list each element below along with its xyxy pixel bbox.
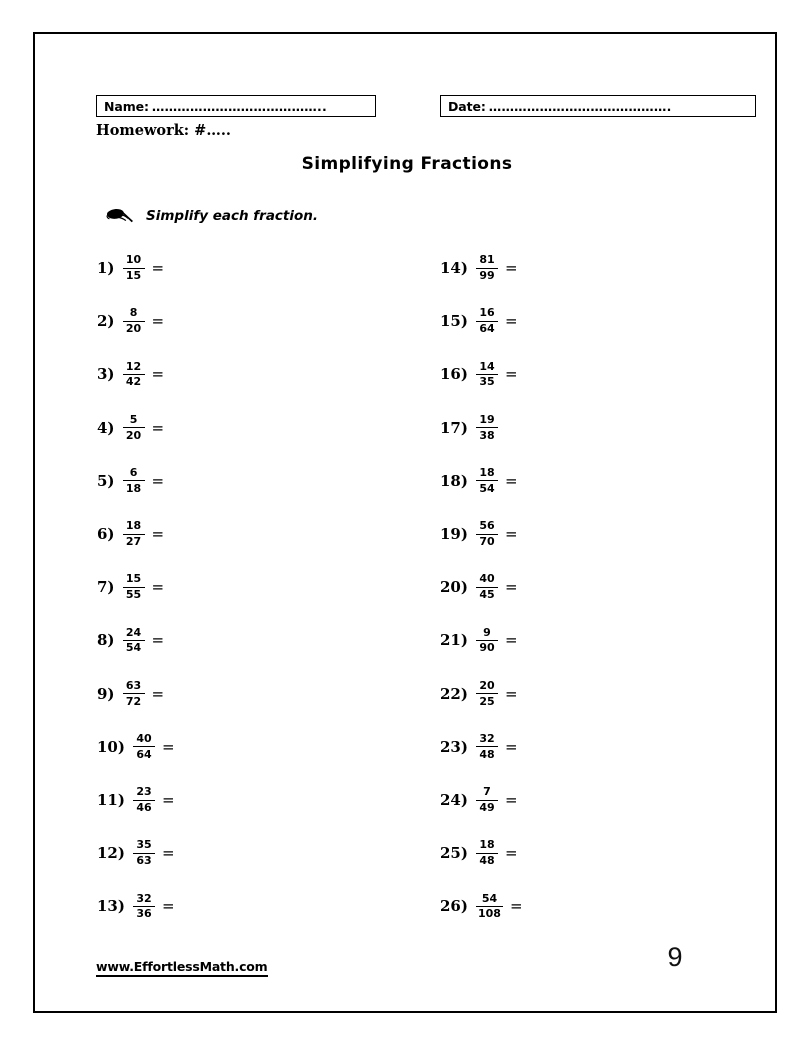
website-link[interactable]: www.EffortlessMath.com: [96, 959, 268, 977]
fraction-denominator: 108: [477, 907, 501, 921]
fraction-denominator: 64: [136, 747, 152, 761]
instruction-row: [105, 204, 318, 228]
problem-number: 3): [97, 365, 115, 384]
fraction: [123, 361, 145, 389]
fraction-denominator: 42: [125, 375, 142, 389]
problem-item[interactable]: [440, 459, 518, 503]
fraction-numerator: 19: [479, 412, 495, 426]
problem-number: 24): [440, 791, 468, 809]
equals-sign: =: [161, 897, 175, 916]
problem-item[interactable]: [97, 512, 164, 556]
fraction-numerator: 5: [129, 412, 138, 426]
fraction-denominator: 55: [125, 588, 142, 602]
fraction-denominator: 48: [479, 747, 495, 761]
equals-sign: =: [151, 259, 165, 277]
fraction-denominator: 15: [125, 269, 142, 282]
fraction-denominator: 54: [125, 641, 142, 655]
equals-sign: =: [504, 631, 518, 650]
fraction: [133, 733, 155, 761]
fraction-denominator: 90: [479, 641, 495, 655]
fraction-denominator: 25: [479, 694, 495, 708]
fraction: [123, 307, 145, 335]
problem-number: 16): [440, 365, 468, 384]
problem-item[interactable]: [440, 672, 518, 716]
problem-item[interactable]: [97, 778, 175, 822]
fraction-numerator: 10: [125, 253, 142, 267]
equals-sign: =: [151, 471, 165, 490]
problem-number: 11): [97, 791, 125, 809]
equals-sign: =: [151, 365, 165, 384]
fraction-denominator: 35: [479, 375, 495, 389]
equals-sign: =: [504, 312, 518, 331]
homework-number-field[interactable]: Homework: #…..: [96, 122, 231, 139]
problem-item[interactable]: [97, 352, 164, 396]
equals-sign: =: [504, 578, 518, 597]
fraction: [476, 680, 498, 708]
fraction-numerator: 18: [479, 465, 495, 479]
fraction-numerator: 63: [125, 678, 142, 692]
equals-sign: =: [161, 844, 175, 863]
fraction-numerator: 32: [479, 731, 495, 745]
problem-item[interactable]: [440, 618, 518, 662]
problem-item[interactable]: [440, 565, 518, 609]
fraction-numerator: 7: [483, 785, 491, 799]
problem-item[interactable]: [440, 725, 518, 769]
fraction: [123, 467, 145, 495]
date-blank-line: …………………………………….: [488, 98, 672, 114]
problem-item[interactable]: [440, 406, 505, 450]
problem-number: 23): [440, 737, 468, 756]
problem-item[interactable]: [97, 246, 164, 290]
equals-sign: =: [504, 844, 518, 863]
equals-sign: =: [161, 791, 175, 809]
fraction-denominator: 63: [136, 854, 152, 868]
date-field[interactable]: [440, 95, 756, 117]
fraction-numerator: 32: [136, 891, 152, 905]
problem-item[interactable]: [440, 778, 518, 822]
fraction: [123, 254, 145, 282]
problem-number: 2): [97, 312, 115, 331]
fraction: [123, 680, 145, 708]
equals-sign: =: [151, 418, 165, 437]
date-label: Date:: [448, 98, 486, 114]
fraction-bar: [123, 427, 145, 428]
page-title: Simplifying Fractions: [301, 154, 513, 174]
name-field[interactable]: [96, 95, 376, 117]
problem-item[interactable]: [440, 831, 518, 875]
fraction-denominator: 20: [125, 322, 142, 336]
equals-sign: =: [151, 312, 165, 331]
problem-item[interactable]: [97, 884, 175, 928]
fraction-denominator: 72: [125, 694, 142, 708]
fraction-numerator: 35: [136, 838, 152, 852]
fraction-numerator: 16: [479, 306, 495, 320]
problem-number: 22): [440, 684, 468, 703]
equals-sign: =: [504, 791, 518, 809]
fraction: [476, 307, 498, 335]
fraction-numerator: 40: [479, 572, 495, 586]
equals-sign: =: [504, 684, 518, 703]
fraction-numerator: 40: [136, 731, 152, 745]
problem-number: 8): [97, 631, 115, 650]
equals-sign: =: [504, 737, 518, 756]
instruction-text: Simplify each fraction.: [146, 208, 319, 224]
fraction-denominator: 46: [136, 801, 152, 814]
fraction: [133, 839, 155, 867]
problem-number: 9): [97, 684, 115, 703]
problem-number: 15): [440, 312, 468, 331]
problem-item[interactable]: [97, 618, 164, 662]
problem-item[interactable]: [97, 299, 164, 343]
problem-item[interactable]: [440, 299, 518, 343]
fraction: [476, 414, 498, 442]
equals-sign: =: [161, 737, 175, 756]
fraction: [123, 520, 145, 548]
fraction: [123, 627, 145, 655]
fraction-denominator: 54: [479, 481, 495, 495]
name-blank-line: …………………………………..: [151, 98, 327, 114]
problem-number: 14): [440, 259, 468, 277]
fraction-denominator: 27: [125, 535, 142, 548]
fraction-denominator: 38: [479, 428, 495, 442]
fraction-denominator: 99: [479, 269, 495, 282]
fraction-numerator: 18: [125, 519, 142, 533]
fraction: [476, 893, 503, 921]
equals-sign: =: [504, 471, 518, 490]
equals-sign: =: [151, 684, 165, 703]
problem-number: 26): [440, 897, 468, 916]
worksheet-page: [33, 32, 777, 1013]
fraction-numerator: 81: [479, 253, 495, 267]
fraction-denominator: 64: [479, 322, 495, 336]
equals-sign: =: [151, 578, 165, 597]
problem-number: 17): [440, 418, 468, 437]
fraction-denominator: 20: [125, 428, 142, 442]
student-info-row: [96, 95, 726, 117]
fraction: [123, 414, 145, 442]
problem-item[interactable]: [97, 459, 164, 503]
equals-sign: =: [504, 259, 518, 277]
problem-number: 10): [97, 737, 125, 756]
fraction: [123, 573, 145, 601]
fraction: [133, 893, 155, 921]
fraction: [133, 786, 155, 814]
fraction-denominator: 36: [136, 907, 152, 921]
fraction-numerator: 18: [479, 838, 495, 852]
fraction: [476, 573, 498, 601]
fraction-numerator: 24: [125, 625, 142, 639]
fraction-numerator: 14: [479, 359, 495, 373]
problem-number: 4): [97, 418, 115, 437]
problem-number: 13): [97, 897, 125, 916]
equals-sign: =: [504, 525, 518, 543]
problem-grid: [35, 246, 779, 926]
problem-number: 7): [97, 578, 115, 597]
problem-number: 25): [440, 844, 468, 863]
fraction-numerator: 8: [129, 306, 138, 320]
fraction: [476, 467, 498, 495]
fraction-denominator: 18: [125, 481, 142, 495]
problem-item[interactable]: [97, 565, 164, 609]
problem-number: 21): [440, 631, 468, 650]
fraction: [476, 733, 498, 761]
fraction: [476, 839, 498, 867]
problem-item[interactable]: [97, 406, 164, 450]
problem-number: 1): [97, 259, 115, 277]
problem-item[interactable]: [440, 246, 518, 290]
equals-sign: =: [151, 631, 165, 650]
problem-number: 18): [440, 471, 468, 490]
problem-number: 19): [440, 525, 468, 543]
fraction: [476, 361, 498, 389]
problem-item[interactable]: [97, 725, 175, 769]
problem-number: 6): [97, 525, 115, 543]
equals-sign: =: [509, 897, 523, 916]
problem-item[interactable]: [97, 831, 175, 875]
fraction-bar: [476, 693, 498, 694]
problem-item[interactable]: [440, 352, 518, 396]
fraction-bar: [123, 693, 145, 694]
equals-sign: =: [504, 365, 518, 384]
problem-number: 20): [440, 578, 468, 597]
fraction: [476, 520, 498, 548]
problem-item[interactable]: [440, 512, 518, 556]
fraction-numerator: 15: [125, 572, 142, 586]
fraction-numerator: 23: [136, 785, 152, 799]
fraction-numerator: 6: [129, 465, 138, 479]
equals-sign: =: [151, 525, 165, 543]
fraction-numerator: 9: [483, 625, 491, 639]
name-label: Name:: [104, 98, 149, 114]
problem-item[interactable]: [97, 672, 164, 716]
fraction-numerator: 20: [479, 678, 495, 692]
fraction: [476, 627, 498, 655]
fraction-denominator: 45: [479, 588, 495, 602]
problem-number: 5): [97, 471, 115, 490]
fraction: [476, 254, 498, 282]
fraction-numerator: 12: [125, 359, 142, 373]
fraction-denominator: 49: [479, 801, 495, 814]
fraction-numerator: 56: [479, 519, 495, 533]
page-number: 9: [667, 942, 683, 972]
problem-number: 12): [97, 844, 125, 863]
problem-item[interactable]: [440, 884, 523, 928]
fraction-bar: [476, 427, 498, 428]
pen-nib-icon: [105, 204, 135, 228]
fraction-denominator: 70: [479, 535, 495, 548]
fraction: [476, 786, 498, 814]
fraction-denominator: 48: [479, 854, 495, 868]
fraction-numerator: 54: [481, 891, 498, 905]
